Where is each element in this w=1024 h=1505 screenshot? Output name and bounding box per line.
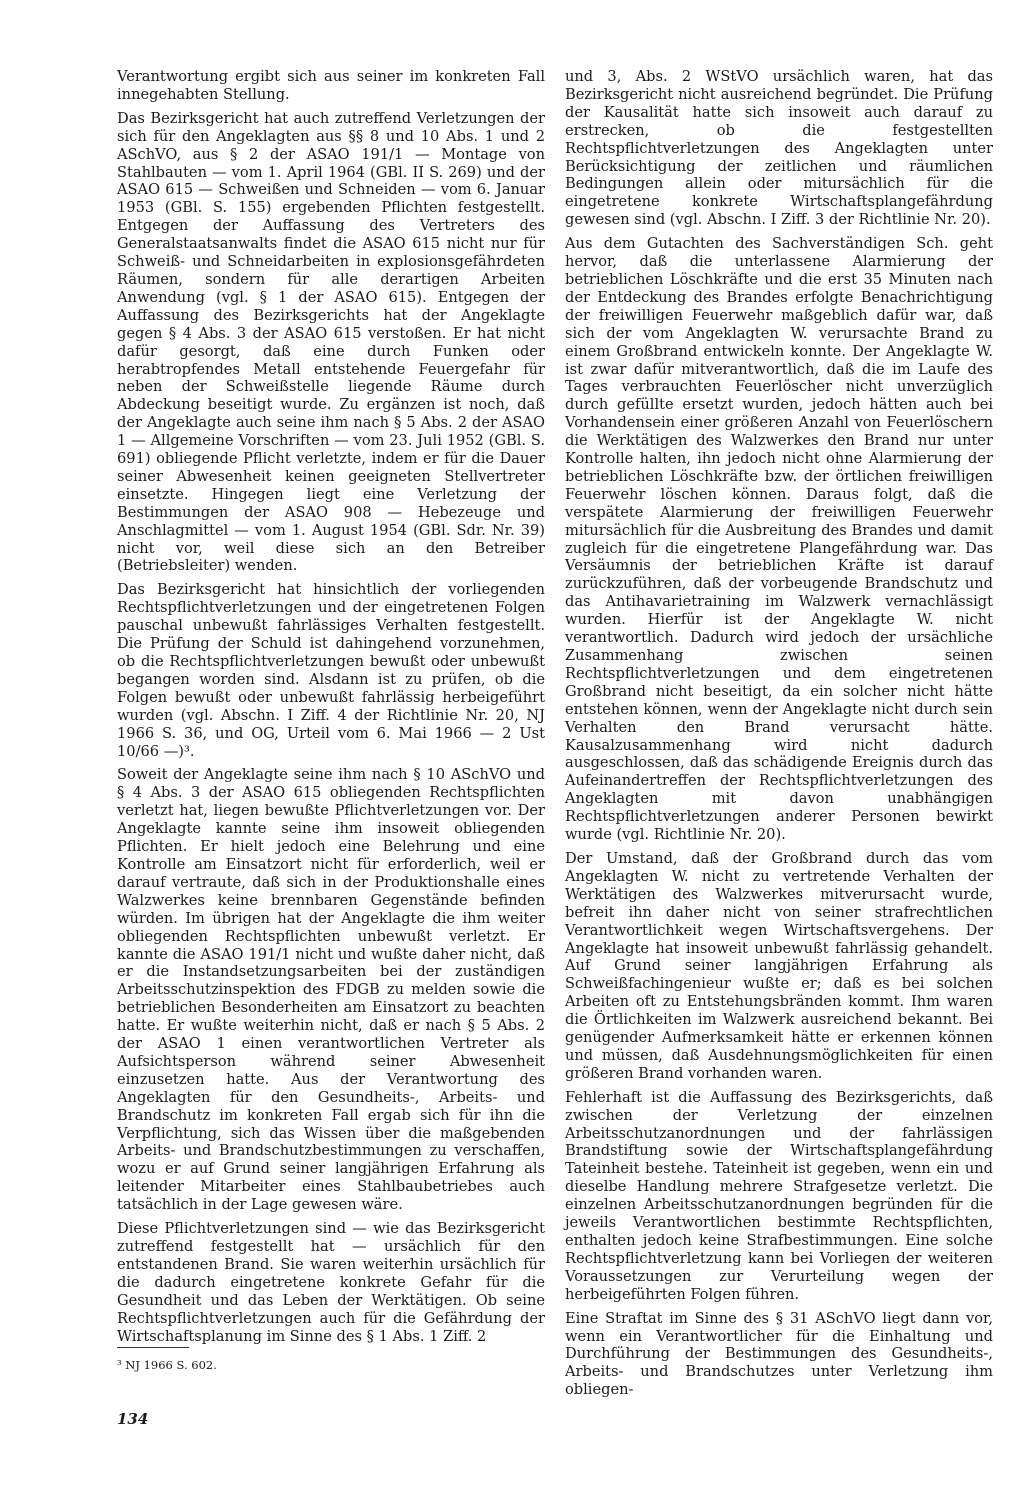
page-number: 134 <box>117 1410 149 1428</box>
paragraph: Soweit der Angeklagte seine ihm nach § 10 ASchVO und § 4 Abs. 3 der ASAO 615 obliegenden Rechtspflichten verletzt hat, liegen bewußte Pflichtverletzungen vor. Der Angeklagte kannte seine ihm insoweit obliegenden Pflichten. Er hielt jedoch eine Belehrung und eine Kontrolle am Einsatzort nicht für erforderlich, weil er darauf vertraute, daß sich in der Produktionshalle eines Walzwerkes keine brennbaren Gegenstände befinden würden. Im übrigen hat der Angeklagte die ihm weiter obliegenden Rechtspflichten unbewußt verletzt. Er kannte die ASAO 191/1 nicht und wußte daher nicht, daß er die Instandsetzungsarbeiten bei der zuständigen Arbeitsschutzinspektion des FDGB zu melden sowie die betrieblichen Besonderheiten am Einsatzort zu beachten hatte. Er wußte weiterhin nicht, daß er nach § 5 Abs. 2 der ASAO 1 einen verantwortlichen Vertreter als Aufsichtsperson während seiner Abwesenheit einzusetzen hatte. Aus der Verantwortung des Angeklagten für den Gesundheits-, Arbeits- und Brandschutz im konkreten Fall ergab sich für ihn die Verpflichtung, sich das Wissen über die maßgebenden Arbeits- und Brandschutzbestimmungen zu verschaffen, wozu er auf Grund seiner langjährigen Erfahrung als leitender Mitarbeiter eines Stahlbaubetriebes auch tatsächlich in der Lage gewesen wäre. <box>117 766 545 1214</box>
paragraph: Diese Pflichtverletzungen sind — wie das Bezirksgericht zutreffend festgestellt hat — ursächlich für den entstandenen Brand. Sie waren weiterhin ursächlich für die dadurch eingetretene konkrete Gefahr für die Gesundheit und das Leben der Werktätigen. Ob seine Rechtspflichtverletzungen auch für die Gefährdung der Wirtschaftsplanung im Sinne des § 1 Abs. 1 Ziff. 2 <box>117 1220 545 1345</box>
paragraph: Das Bezirksgericht hat hinsichtlich der vorliegenden Rechtspflichtverletzungen und der eingetretenen Folgen pauschal unbewußt fahrlässiges Verhalten festgestellt. Die Prüfung der Schuld ist dahingehend vorzunehmen, ob die Rechtspflichtverletzungen bewußt oder unbewußt begangen worden sind. Alsdann ist zu prüfen, ob die Folgen bewußt oder unbewußt fahrlässig herbeigeführt wurden (vgl. Abschn. I Ziff. 4 der Richtlinie Nr. 20, NJ 1966 S. 36, und OG, Urteil vom 6. Mai 1966 — 2 Ust 10/66 —)³. <box>117 581 545 760</box>
paragraph: Der Umstand, daß der Großbrand durch das vom Angeklagten W. nicht zu vertretende Verhalten der Werktätigen des Walzwerkes mitverursacht wurde, befreit ihn daher nicht von seiner strafrechtlichen Verantwortlichkeit wegen Wirtschaftsvergehens. Der Angeklagte hat insoweit unbewußt fahrlässig gehandelt. Auf Grund seiner langjährigen Erfahrung als Schweißfachingenieur wußte er; daß es bei solchen Arbeiten oft zu Entstehungsbränden kommt. Ihm waren die Örtlichkeiten im Walzwerk ausreichend bekannt. Bei genügender Aufmerksamkeit hätte er erkennen können und müssen, daß Ausdehnungsmöglichkeiten für einen größeren Brand vorhanden waren. <box>565 849 993 1082</box>
paragraph: Eine Straftat im Sinne des § 31 ASchVO liegt dann vor, wenn ein Verantwortlicher für die Einhaltung und Durchführung der Bestimmungen des Gesundheits-, Arbeits- und Brandschutzes unter Verletzung ihm obliegen- <box>565 1309 993 1399</box>
right-column <box>565 68 993 1405</box>
paragraph: und 3, Abs. 2 WStVO ursächlich waren, hat das Bezirksgericht nicht ausreichend begründet. Die Prüfung der Kausalität hatte sich insoweit auch darauf zu erstrecken, ob die festgestellten Rechtspflichtverletzungen des Angeklagten unter Berücksichtigung der zeitlichen und räumlichen Bedingungen allein oder mitursächlich für die eingetretene konkrete Wirtschaftsplangefährdung gewesen sind (vgl. Abschn. I Ziff. 3 der Richtlinie Nr. 20). <box>565 68 993 229</box>
paragraph: Verantwortung ergibt sich aus seiner im konkreten Fall innegehabten Stellung. <box>117 68 545 103</box>
paragraph: Fehlerhaft ist die Auffassung des Bezirksgerichts, daß zwischen der Verletzung der einzelnen Arbeitsschutzanordnungen und der fahrlässigen Brandstiftung sowie der Wirtschaftsplangefährdung Tateinheit bestehe. Tateinheit ist gegeben, wenn ein und dieselbe Handlung mehrere Strafgesetze verletzt. Die einzelnen Arbeitsschutzanordnungen begründen für die jeweils Verantwortlichen bestimmte Rechtspflichten, enthalten jedoch keine Strafbestimmungen. Eine solche Rechtspflichtverletzung kann bei Vorliegen der weiteren Voraussetzungen zur Verurteilung wegen der herbeigeführten Folgen führen. <box>565 1088 993 1303</box>
paragraph: Aus dem Gutachten des Sachverständigen Sch. geht hervor, daß die unterlassene Alarmierung der betrieblichen Löschkräfte und die erst 35 Minuten nach der Entdeckung des Brandes erfolgte Benachrichtigung der freiwilligen Feuerwehr maßgeblich dafür war, daß sich der vom Angeklagten W. verursachte Brand zu einem Großbrand entwickeln konnte. Der Angeklagte W. ist zwar dafür mitverantwortlich, daß die im Laufe des Tages verbrauchten Feuerlöscher nicht unverzüglich durch gefüllte ersetzt wurden, jedoch hätten auch bei Vorhandensein einer größeren Anzahl von Feuerlöschern die Werktätigen des Walzwerkes den Brand nur unter Kontrolle halten, ihn jedoch nicht ohne Alarmierung der betrieblichen Löschkräfte bzw. der örtlichen freiwilligen Feuerwehr löschen können. Daraus folgt, daß die verspätete Alarmierung der freiwilligen Feuerwehr mitursächlich für die Ausbreitung des Brandes und damit zugleich für die eingetretene Plangefährdung war. Das Versäumnis der betrieblichen Kräfte ist darauf zurückzuführen, daß der vorbeugende Brandschutz und das Antihavarietraining im Walzwerk vernachlässigt wurden. Hierfür ist der Angeklagte W. nicht verantwortlich. Dadurch wird jedoch der ursächliche Zusammenhang zwischen seinen Rechtspflichtverletzungen und dem eingetretenen Großbrand nicht beseitigt, da ein solcher nicht hätte entstehen können, wenn der Angeklagte nicht durch sein Verhalten den Brand verursacht hätte. Kausalzusammenhang wird nicht dadurch ausgeschlossen, daß das schädigende Ereignis durch das Aufeinandertreffen der Rechtspflichtverletzungen des Angeklagten mit davon unabhängigen Rechtspflichtverletzungen anderer Personen bewirkt wurde (vgl. Richtlinie Nr. 20). <box>565 235 993 844</box>
left-column <box>117 68 545 1351</box>
footnote: ³ NJ 1966 S. 602. <box>117 1358 217 1372</box>
footnote-divider <box>117 1347 189 1348</box>
paragraph: Das Bezirksgericht hat auch zutreffend Verletzungen der sich für den Angeklagten aus §§ 8 und 10 Abs. 1 und 2 ASchVO, aus § 2 der ASAO 191/1 — Montage von Stahlbauten — vom 1. April 1964 (GBl. II S. 269) und der ASAO 615 — Schweißen und Schneiden — vom 6. Januar 1953 (GBl. S. 155) ergebenden Pflichten festgestellt. Entgegen der Auffassung des Vertreters des Generalstaatsanwalts findet die ASAO 615 nicht nur für Schweiß- und Schneidarbeiten in explosionsgefährdeten Räumen, sondern für alle derartigen Arbeiten Anwendung (vgl. § 1 der ASAO 615). Entgegen der Auffassung des Bezirksgerichts hat der Angeklagte gegen § 4 Abs. 3 der ASAO 615 verstoßen. Er hat nicht dafür gesorgt, daß eine durch Funken oder herabtropfendes Metall entstehende Feuergefahr für neben der Schweißstelle liegende Räume durch Abdeckung beseitigt wurde. Zu ergänzen ist noch, daß der Angeklagte auch seine ihm nach § 5 Abs. 2 der ASAO 1 — Allgemeine Vorschriften — vom 23. Juli 1952 (GBl. S. 691) obliegende Pflicht verletzte, indem er für die Dauer seiner Abwesenheit keinen geeigneten Stellvertreter einsetzte. Hingegen liegt eine Verletzung der Bestimmungen der ASAO 908 — Hebezeuge und Anschlagmittel — vom 1. August 1954 (GBl. Sdr. Nr. 39) nicht vor, weil diese sich an den Betreiber (Betriebsleiter) wenden. <box>117 109 545 575</box>
